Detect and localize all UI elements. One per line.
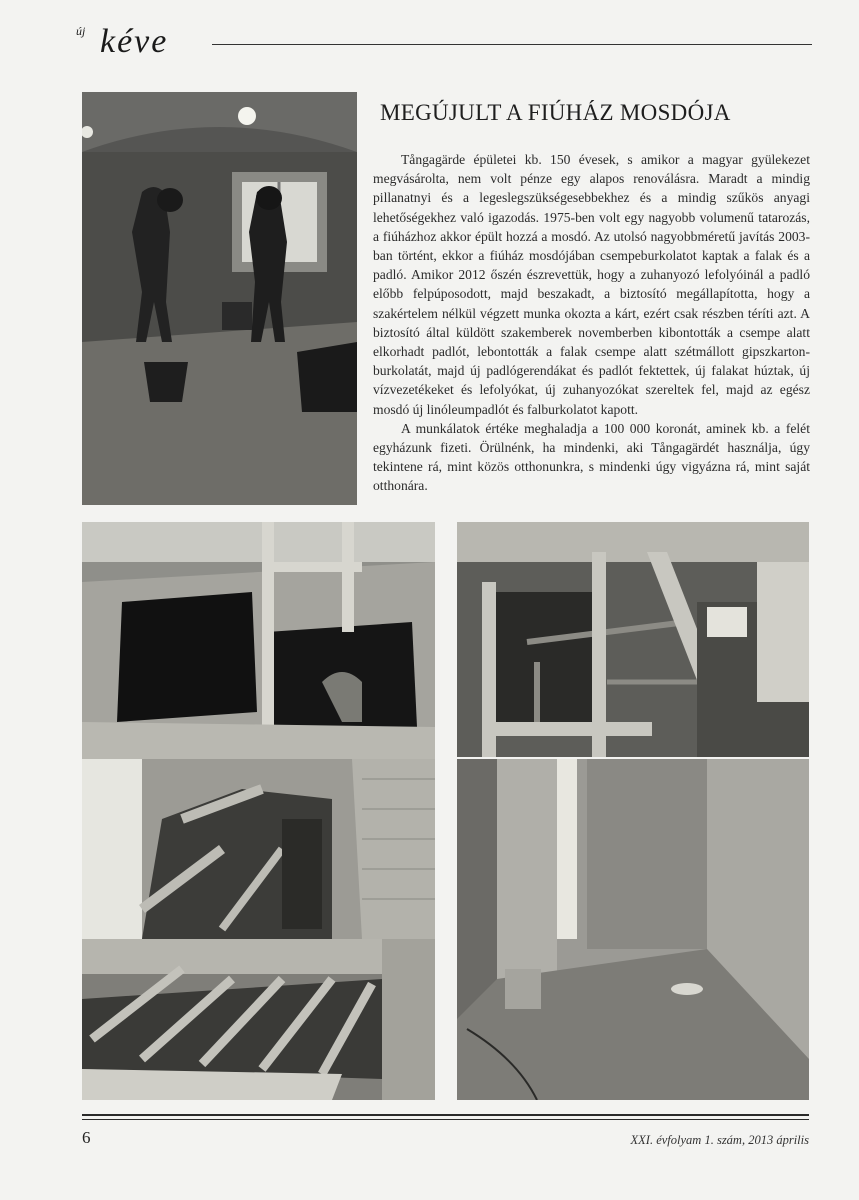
photo-open-floor-pipes <box>82 522 435 759</box>
article-paragraph: A munkálatok értéke meghaladja a 100 000 koronát, aminek kb. a felét egyházunk fizeti. Örülnénk, ha mindenki, aki Tångagärdét használja, úgy tekintene rá, mint közös otthonunkra, s mindenki úgy vigyázna rá, mint saját otthonára. <box>373 420 810 494</box>
masthead-title: kéve <box>100 23 169 60</box>
article-body <box>373 150 810 496</box>
photo-new-bathroom <box>457 759 809 1100</box>
photo-floor-frame <box>457 522 809 757</box>
photo-tiled-wall-joists <box>82 759 435 939</box>
footer-rule <box>82 1114 809 1116</box>
masthead-prefix: új <box>76 24 86 38</box>
photo-workers-demolition <box>82 92 357 505</box>
masthead <box>72 18 812 58</box>
footer-rule <box>82 1119 809 1120</box>
article-paragraph: Tångagärde épületei kb. 150 évesek, s amikor a magyar gyülekezet megvásárolta, nem volt pénze egy alapos renoválásra. Maradt a mindig pillanatnyi és a legeslegszükségesebbekhez és a mindig szűkös anyagi lehetőségekhez való igazodás. 1975-ben volt egy nagyobb volumenű tatarozás, a fiúházhoz akkor épült hozzá a mosdó. Az utolsó nagyobbméretű javítás 2003-ban történt, ekkor a fiúház mosdójában csempeburkolatot kaptak a falak és a padló. Amikor 2012 őszén észrevettük, hogy a zuhanyozó lefolyóinál a padló előbb felpúposodott, majd beszakadt, a biztosító megállapította, hogy a szakértelem nélkül végzett munka okozta a kárt, ezért csak részben téríti azt. A biztosító által küldött szakemberek novemberben kibontották a csempe alatt elkorhadt padlót, lebontották a falak csempe alatt szétmállott gipszkarton-burkolatát, majd új padlógerendákat és padlót fektettek, új falakat húztak, új vízvezetékeket és lefolyókat, új zuhanyozókat szereltek fel, majd az egész mosdó új linóleumpadlót és falburkolatot kapott. <box>373 152 810 417</box>
photo-floor-joists <box>82 939 435 1100</box>
article-title: MEGÚJULT A FIÚHÁZ MOSDÓJA <box>380 100 731 125</box>
issue-info: XXI. évfolyam 1. szám, 2013 április <box>630 1133 809 1147</box>
page-number: 6 <box>82 1128 91 1147</box>
masthead-rule <box>212 44 812 45</box>
